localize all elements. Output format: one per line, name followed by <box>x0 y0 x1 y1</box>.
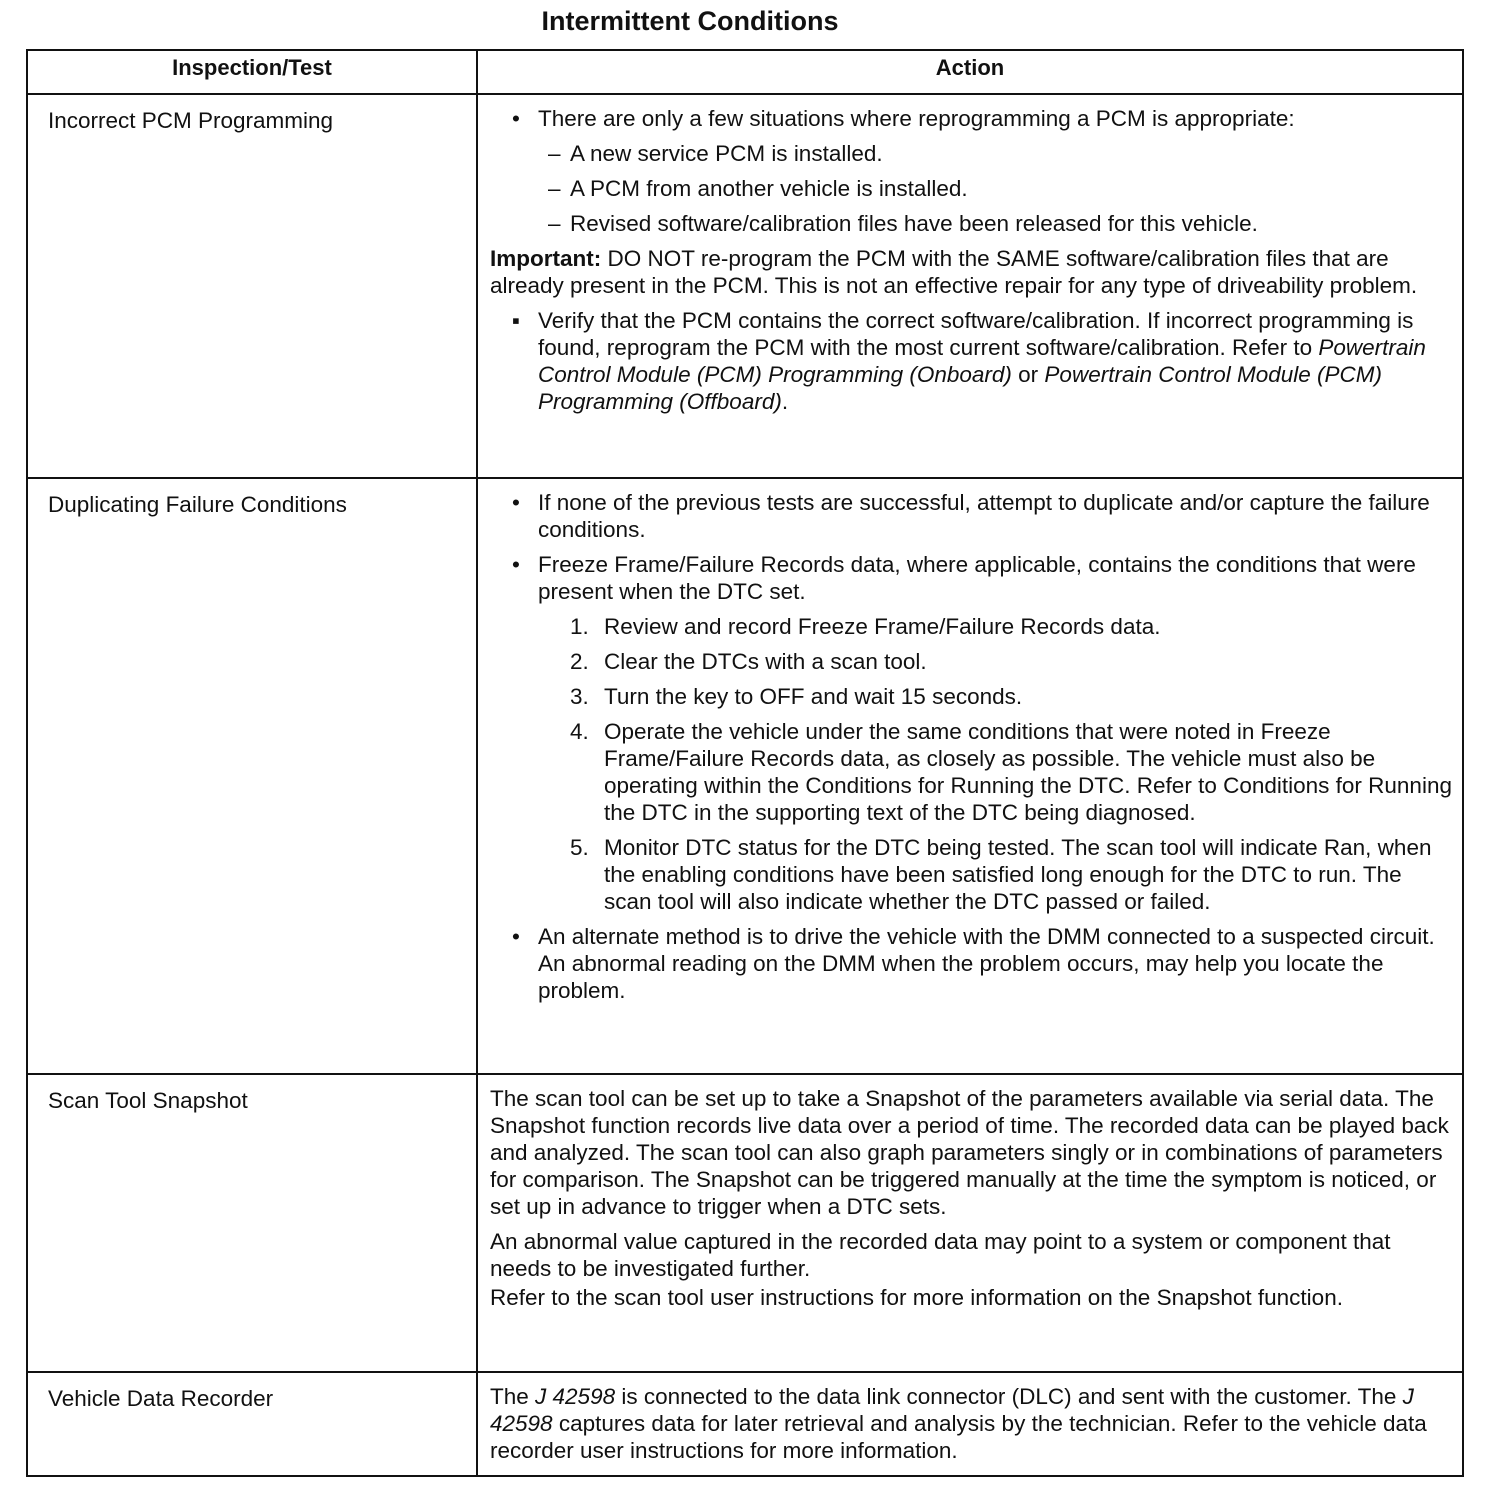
list-item: • An alternate method is to drive the vehicle with the DMM connected to a suspected circuit. An abnormal reading on the DMM when the problem occurs, may help you locate the problem. <box>490 923 1452 1004</box>
text-segment: is connected to the data link connector (DLC) and sent with the customer. The <box>615 1384 1403 1409</box>
column-header-action: Action <box>477 50 1463 94</box>
step-text: Review and record Freeze Frame/Failure Records data. <box>604 614 1161 639</box>
step-number: 3. <box>570 684 589 709</box>
tool-number: J 42598 <box>535 1384 616 1409</box>
paragraph: Refer to the scan tool user instructions for more information on the Snapshot function. <box>490 1285 1343 1310</box>
step-item <box>490 718 1452 826</box>
verify-end: . <box>781 389 789 414</box>
important-label: Important: <box>490 246 602 271</box>
list-item: • Freeze Frame/Failure Records data, where applicable, contains the conditions that were present when the DTC set. <box>490 551 1452 605</box>
table-row <box>27 94 1463 478</box>
tool-number: J 42598 <box>490 1384 1414 1436</box>
paragraph <box>490 1383 1452 1464</box>
list-item <box>490 307 1452 415</box>
step-item <box>490 834 1452 915</box>
table-row <box>27 1074 1463 1372</box>
list-item: • If none of the previous tests are successful, attempt to duplicate and/or capture the failure conditions. <box>490 489 1452 543</box>
step-text: Turn the key to OFF and wait 15 seconds. <box>604 684 1023 709</box>
paragraph: An abnormal value captured in the recorded data may point to a system or component that needs to be investigated further. <box>490 1229 1391 1281</box>
text-segment: The <box>490 1384 536 1409</box>
reference-link: Powertrain Control Module (PCM) Programming (Offboard) <box>538 362 1383 414</box>
table-row <box>27 478 1463 1074</box>
step-number: 5. <box>570 835 589 860</box>
step-number: 1. <box>570 614 589 639</box>
intermittent-conditions-table <box>26 49 1464 1477</box>
list-item: – A PCM from another vehicle is installed. <box>490 175 1452 202</box>
row-action <box>477 478 1463 1074</box>
page-title: Intermittent Conditions <box>541 6 839 36</box>
step-item <box>490 683 1452 710</box>
paragraph: The scan tool can be set up to take a Snapshot of the parameters available via serial data. The Snapshot function records live data over a period of time. The recorded data can be played back and analyzed. The scan tool can also graph parameters singly or in combinations of parameters for comparison. The Snapshot can be triggered manually at the time the symptom is noticed, or set up in advance to trigger when a DTC sets. <box>490 1086 1449 1219</box>
verify-or: or <box>1011 362 1045 387</box>
step-text: Clear the DTCs with a scan tool. <box>604 649 927 674</box>
row-label: Scan Tool Snapshot <box>27 1074 477 1372</box>
step-item <box>490 613 1452 640</box>
row-label: Duplicating Failure Conditions <box>27 478 477 1074</box>
row-action <box>477 94 1463 478</box>
verify-text: Verify that the PCM contains the correct software/calibration. If incorrect programming is found, reprogram the PCM with the most current software/calibration. Refer to <box>538 308 1414 360</box>
step-text: Operate the vehicle under the same conditions that were noted in Freeze Frame/Failure Records data, as closely as possible. The vehicle must also be operating within the Conditions for Running the DTC. Refer to Conditions for Running the DTC in the supporting text of the DTC being diagnosed. <box>604 719 1452 825</box>
text-segment: captures data for later retrieval and analysis by the technician. Refer to the vehicle data recorder user instructions for more information. <box>490 1411 1427 1463</box>
row-action <box>477 1372 1463 1476</box>
row-action <box>477 1074 1463 1372</box>
step-text: Monitor DTC status for the DTC being tested. The scan tool will indicate Ran, when the enabling conditions have been satisfied long enough for the DTC to run. The scan tool will also indicate whether the DTC passed or failed. <box>604 835 1432 914</box>
header-row <box>27 50 1463 94</box>
step-number: 2. <box>570 649 589 674</box>
row-label: Incorrect PCM Programming <box>27 94 477 478</box>
list-item: • There are only a few situations where reprogramming a PCM is appropriate: <box>490 105 1452 132</box>
table-row <box>27 1372 1463 1476</box>
list-item: – A new service PCM is installed. <box>490 140 1452 167</box>
row-label: Vehicle Data Recorder <box>27 1372 477 1476</box>
step-number: 4. <box>570 719 589 744</box>
column-header-inspection: Inspection/Test <box>27 50 477 94</box>
important-text: DO NOT re-program the PCM with the SAME software/calibration files that are already present in the PCM. This is not an effective repair for any type of driveability problem. <box>490 246 1418 298</box>
step-item <box>490 648 1452 675</box>
list-item: – Revised software/calibration files have been released for this vehicle. <box>490 210 1452 237</box>
important-note <box>490 245 1452 299</box>
reference-link: Powertrain Control Module (PCM) Programming (Onboard) <box>538 335 1426 387</box>
